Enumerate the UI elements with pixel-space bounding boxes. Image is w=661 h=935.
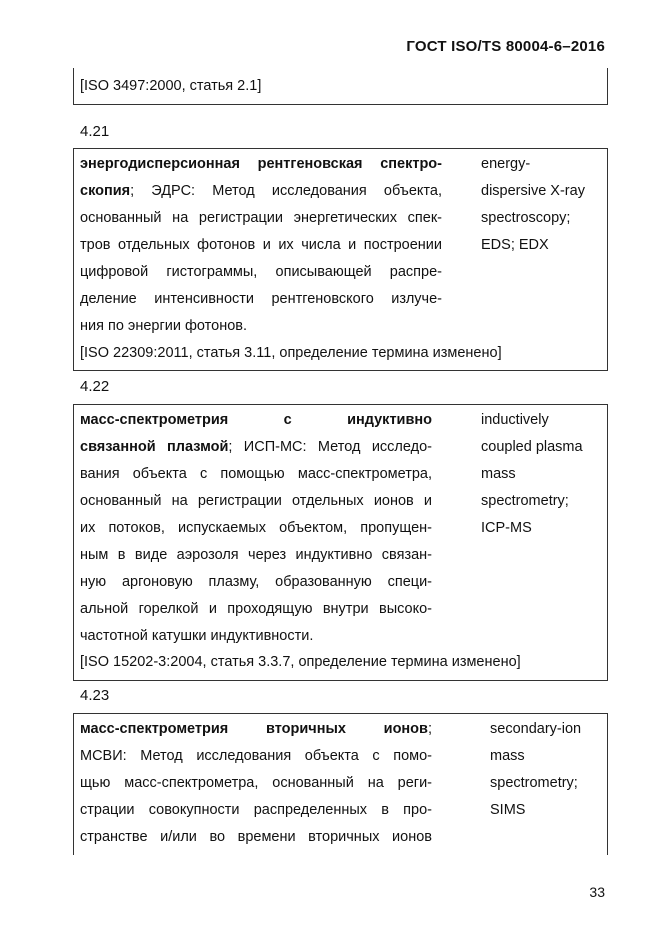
russian-definition-4-22	[80, 407, 432, 650]
english-line: secondary-ion	[490, 721, 582, 737]
definition-line: деление интенсивности рентгеновского излуче-	[80, 291, 442, 307]
entry-number: 4.21	[80, 123, 110, 140]
term-bold: связанной плазмой	[80, 439, 229, 455]
term-punct: ;	[427, 721, 432, 737]
definition-line: странстве и/или во времени вторичных ионов	[80, 829, 432, 845]
definition-line: их потоков, испускаемых объектом, пропущен-	[80, 520, 432, 536]
definition-line: основанный на регистрации энергетических спек-	[80, 210, 442, 226]
definition-line: цифровой гистограммы, описывающей распре-	[80, 264, 442, 280]
english-term-4-22	[481, 407, 583, 542]
definition-line: ным в виде аэрозоля через индуктивно связан-	[80, 547, 432, 563]
english-line: inductively	[481, 412, 549, 428]
definition-line: тров отдельных фотонов и их числа и построении	[80, 237, 442, 253]
term-bold: масс-спектрометрия вторичных ионов	[80, 721, 428, 737]
russian-definition-4-23	[80, 716, 432, 851]
definition-line: основанный на регистрации отдельных ионов и	[80, 493, 432, 509]
definition-line: альной горелкой и проходящую внутри высоко-	[80, 601, 432, 617]
russian-definition-4-21	[80, 151, 442, 340]
prev-entry-source: [ISO 3497:2000, статья 2.1]	[80, 78, 262, 94]
english-line: coupled plasma	[481, 439, 583, 455]
definition-line: ную аргоновую плазму, образованную специ-	[80, 574, 432, 590]
english-line: mass	[490, 748, 525, 764]
term-bold: масс-спектрометрия с индуктивно	[80, 412, 432, 428]
english-line: SIMS	[490, 802, 526, 818]
entry-source: [ISO 15202-3:2004, статья 3.3.7, определение термина изменено]	[80, 654, 521, 670]
document-header: ГОСТ ISO/TS 80004-6–2016	[406, 38, 605, 55]
english-term-4-21	[481, 151, 585, 259]
english-line: spectrometry;	[490, 775, 578, 791]
entry-number: 4.23	[80, 687, 110, 704]
english-line: dispersive X-ray	[481, 183, 585, 199]
english-line: energy-	[481, 156, 531, 172]
definition-line: ; ЭДРС: Метод исследования объекта,	[130, 183, 442, 199]
english-line: spectroscopy;	[481, 210, 571, 226]
definition-line: МСВИ: Метод исследования объекта с помо-	[80, 748, 432, 764]
definition-line: частотной катушки индуктивности.	[80, 628, 314, 644]
english-line: spectrometry;	[481, 493, 569, 509]
entry-source: [ISO 22309:2011, статья 3.11, определение термина изменено]	[80, 345, 502, 361]
page-number: 33	[589, 884, 605, 900]
definition-line: щью масс-спектрометра, основанный на реги-	[80, 775, 432, 791]
definition-line: ния по энергии фотонов.	[80, 318, 248, 334]
term-bold: скопия	[80, 183, 131, 199]
definition-line: вания объекта с помощью масс-спектрометра,	[80, 466, 432, 482]
english-line: ICP-MS	[481, 520, 532, 536]
entry-number: 4.22	[80, 378, 110, 395]
definition-line: страции совокупности распределенных в про-	[80, 802, 432, 818]
term-bold: энергодисперсионная рентгеновская спектро-	[80, 156, 442, 172]
english-line: mass	[481, 466, 516, 482]
definition-line: ; ИСП-МС: Метод исследо-	[228, 439, 432, 455]
english-line: EDS; EDX	[481, 237, 549, 253]
english-term-4-23	[490, 716, 581, 824]
